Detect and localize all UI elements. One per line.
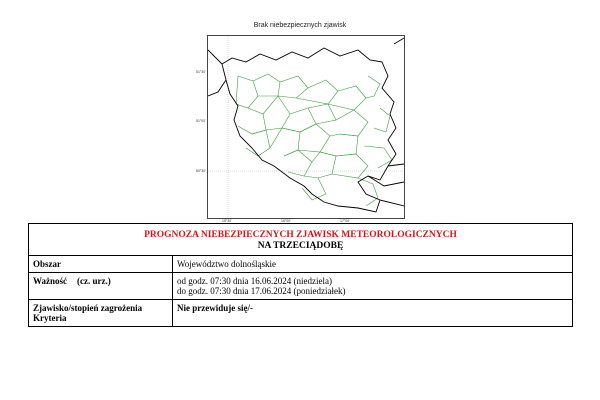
map-caption: Brak niebezpiecznych zjawisk — [253, 22, 347, 29]
area-value: Województwo dolnośląskie — [173, 256, 573, 273]
validity-label: Ważność — [33, 276, 68, 286]
validity-row — [29, 273, 573, 300]
phenomenon-value: Nie przewiduje się/- — [173, 300, 573, 327]
lat-label: 51°00' — [196, 119, 206, 123]
phenomenon-row — [29, 300, 573, 327]
forecast-table — [28, 223, 573, 327]
validity-from: od godz. 07:30 dnia 16.06.2024 (niedziela) — [177, 276, 332, 286]
county-boundaries — [236, 74, 392, 206]
phenomenon-label: Zjawisko/stopień zagrożenia — [33, 303, 143, 313]
area-row — [29, 256, 573, 273]
validity-label-cell — [29, 273, 173, 300]
forecast-title: PROGNOZA NIEBEZPIECZNYCH ZJAWISK METEOROLOGICZNYCH — [144, 230, 457, 240]
region-border — [208, 38, 404, 212]
lon-label: 16°00' — [281, 219, 291, 223]
validity-to: do godz. 07:30 dnia 17.06.2024 (poniedziałek) — [177, 286, 346, 296]
lat-label: 50°30' — [196, 169, 206, 173]
title-row — [29, 224, 573, 256]
lon-label: 17°00' — [340, 219, 350, 223]
voivodeship-map — [207, 35, 405, 219]
map-svg — [208, 36, 404, 218]
validity-value-cell — [173, 273, 573, 300]
lon-label: 15°30' — [222, 219, 232, 223]
criteria-label: Kryteria — [33, 313, 67, 323]
area-label: Obszar — [29, 256, 173, 273]
forecast-subtitle: NA TRZECIĄDOBĘ — [257, 241, 344, 251]
lat-label: 51°30' — [196, 70, 206, 74]
validity-unit: (cz. urz.) — [77, 276, 111, 286]
title-cell — [29, 224, 573, 256]
phenomenon-label-cell — [29, 300, 173, 327]
